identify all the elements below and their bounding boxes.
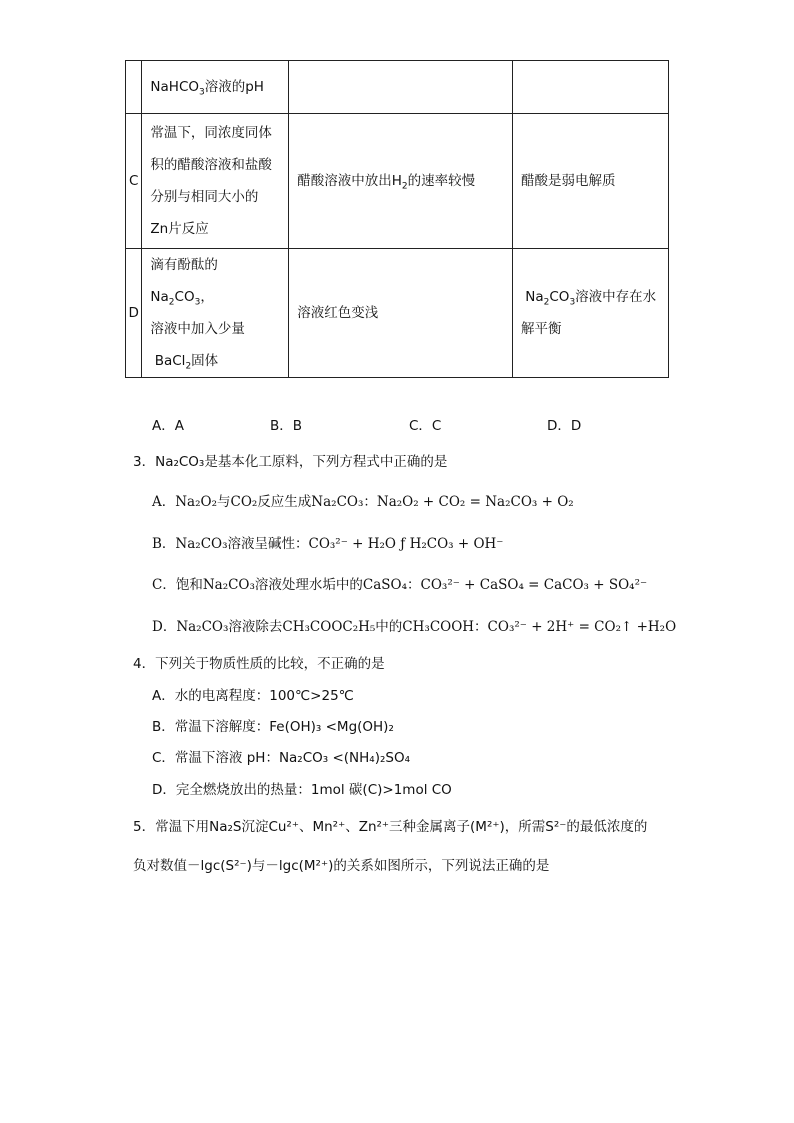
option-b[interactable]: B．B	[270, 418, 303, 434]
q4-option-d[interactable]: D．完全燃烧放出的热量：1mol 碳(C)>1mol CO	[152, 782, 452, 798]
q4-option-b[interactable]: B．常温下溶解度：Fe(OH)₃ <Mg(OH)₂	[152, 719, 394, 735]
cell-operation: NaHCO$_3$溶液的pH	[142, 61, 289, 114]
cell-conclusion: 醋酸是弱电解质	[512, 114, 668, 249]
q3-option-c[interactable]: C．饱和Na₂CO₃溶液处理水垢中的CaSO₄：CO₃²⁻ + CaSO₄ = CaCO₃ + SO₄²⁻	[152, 577, 648, 593]
row-label: D	[126, 249, 142, 378]
option-a[interactable]: A．A	[152, 418, 184, 434]
table-row	[126, 61, 669, 114]
cell-operation: 滴有酚酞的$Na_2CO_3$， 溶液中加入少量 BaCl$_2$固体	[142, 249, 289, 378]
cell-operation: 常温下，同浓度同体 积的醋酸溶液和盐酸 分别与相同大小的 Zn片反应	[142, 114, 289, 249]
cell-phenomenon	[289, 61, 513, 114]
q2-options	[152, 414, 622, 434]
q4-stem: 4．下列关于物质性质的比较，不正确的是	[133, 656, 385, 672]
cell-conclusion: $Na_2CO_3$溶液中存在水 解平衡	[512, 249, 668, 378]
experiment-table	[125, 60, 669, 378]
q3-stem: 3．Na₂CO₃是基本化工原料，下列方程式中正确的是	[133, 454, 448, 470]
q3-option-a[interactable]: A．Na₂O₂与CO₂反应生成Na₂CO₃：Na₂O₂ + CO₂ = Na₂CO₃ + O₂	[152, 494, 574, 510]
q3-option-b[interactable]: B．Na₂CO₃溶液呈碱性：CO₃²⁻ + H₂O ƒ H₂CO₃ + OH⁻	[152, 536, 504, 552]
q3-option-d[interactable]: D．Na₂CO₃溶液除去CH₃COOC₂H₅中的CH₃COOH：CO₃²⁻ + 2H⁺ = CO₂↑ +H₂O	[152, 619, 677, 635]
cell-phenomenon: 醋酸溶液中放出$H_2$的速率较慢	[289, 114, 513, 249]
table-row	[126, 114, 669, 249]
q5-stem-line2: 负对数值－lgc(S²⁻)与－lgc(M²⁺)的关系如图所示，下列说法正确的是	[133, 858, 550, 874]
row-label: C	[126, 114, 142, 249]
row-label-empty	[126, 61, 142, 114]
table-row	[126, 249, 669, 378]
cell-conclusion	[512, 61, 668, 114]
option-c[interactable]: C．C	[409, 418, 442, 434]
q4-option-c[interactable]: C．常温下溶液 pH：Na₂CO₃ <(NH₄)₂SO₄	[152, 750, 411, 766]
option-d[interactable]: D．D	[547, 418, 582, 434]
q5-stem-line1: 5．常温下用Na₂S沉淀Cu²⁺、Mn²⁺、Zn²⁺三种金属离子(M²⁺)，所需S²⁻的最低浓度的	[133, 819, 648, 835]
q4-option-a[interactable]: A．水的电离程度：100℃>25℃	[152, 688, 354, 704]
cell-phenomenon: 溶液红色变浅	[289, 249, 513, 378]
